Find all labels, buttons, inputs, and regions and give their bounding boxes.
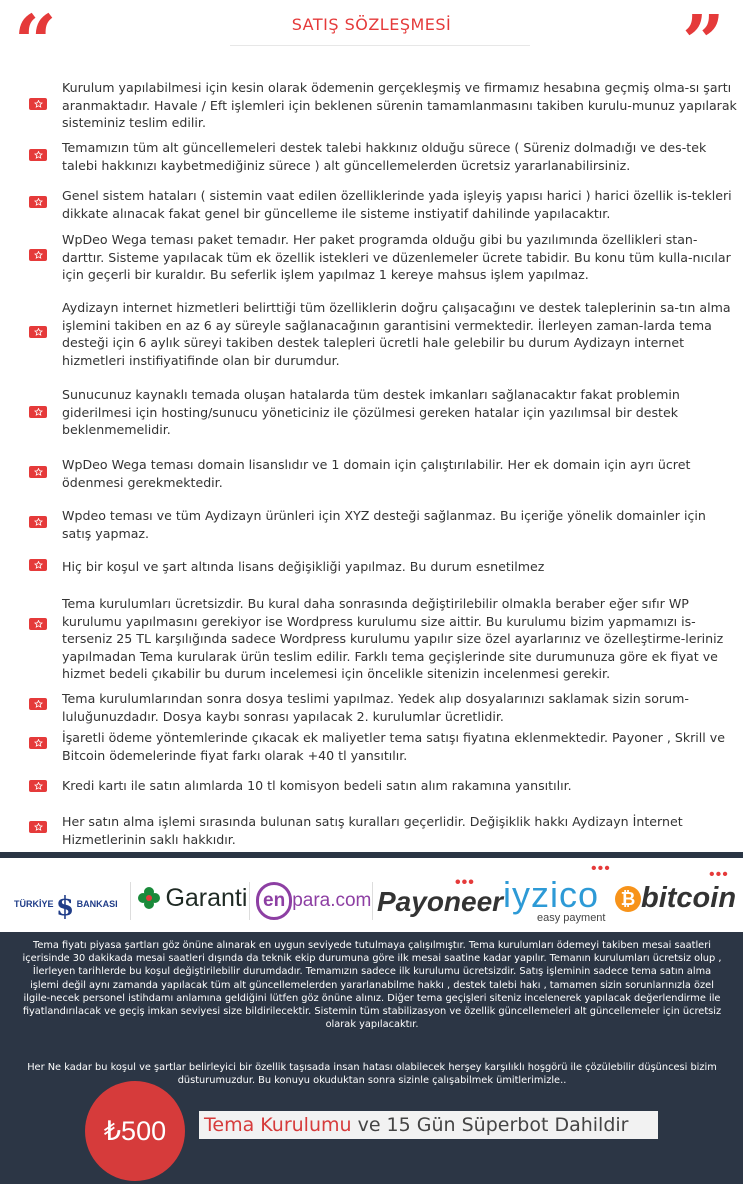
quote-open-icon: “ (14, 0, 57, 86)
price-badge: ₺500 (85, 1081, 185, 1181)
list-item: Hiç bir koşul ve şart altında lisans değişikliği yapılmaz. Bu durum esnetilmez (62, 559, 545, 574)
enpara-en: en (256, 882, 292, 920)
garanti-logo (137, 884, 247, 913)
bitcoin-text: bitcoin (641, 882, 737, 914)
offer-text: ve 15 Gün Süperbot Dahildir (351, 1114, 629, 1136)
enpara-rest: para.com (292, 890, 372, 911)
offer-highlight: Tema Kurulumu (204, 1114, 352, 1136)
quote-close-icon: ” (682, 0, 725, 86)
star-icon (29, 406, 47, 418)
bitcoin-logo (615, 866, 737, 915)
page-title: SATIŞ SÖZLEŞMESİ (291, 15, 452, 34)
info-paragraph: Her Ne kadar bu koşul ve şartlar belirleyici bir özellik taşısada insan hatası olabilecek herşey karşılıklı hoşgörü ile çözülebilir düşüncesi bizim düsturumuzdur. Bu konuyu okuduktan sonra sizinle çalışabilmek ümitlerimizle.. (27, 1062, 717, 1087)
star-icon (29, 326, 47, 338)
list-item: Kurulum yapılabilmesi için kesin olarak ödemenin gerçekleşmiş ve firmamız hesabına geçmiş olma-sı şartı aranmaktadır. Havale / Eft işlemleri için beklenen sürenin tamamlanmasını takiben kurulu-munuz yapılarak sisteminiz teslim edilir. (62, 80, 737, 130)
star-icon (29, 780, 47, 792)
star-icon (29, 466, 47, 478)
logo-divider (372, 882, 373, 920)
iyzico-logo (503, 860, 611, 924)
isbank-logo (14, 892, 118, 922)
payoneer-logo (377, 874, 504, 918)
clover-icon (137, 886, 161, 912)
list-item: Genel sistem hataları ( sistemin vaat edilen özelliklerinde yada işleyiş yapısı harici ) harici özellik is-tekleri dikkate alınacak fakat genel bir güncelleme ile sisteme instiyatif dahilinde yapılacaktır. (62, 188, 732, 221)
star-icon (29, 618, 47, 630)
bitcoin-icon: ₿ (615, 886, 641, 912)
list-item: Wpdeo teması ve tüm Aydizayn ürünleri için XYZ desteği sağlanmaz. Bu içeriğe yönelik domainler için satış yapmaz. (62, 508, 706, 541)
star-icon (29, 149, 47, 161)
garanti-text: Garanti (165, 884, 248, 912)
star-icon (29, 737, 47, 749)
red-dots-icon: ••• (455, 874, 475, 891)
isbank-pre-text: TÜRKİYE (14, 899, 54, 909)
list-item: WpDeo Wega teması domain lisanslıdır ve 1 domain için çalıştırılabilir. Her ek domain için ayrı ücret ödenmesi gerekmektedir. (62, 457, 691, 490)
list-item: Her satın alma işlemi sırasında bulunan satış kuralları geçerlidir. Değişiklik hakkı Aydizayn İnternet Hizmetlerinin saklı hakkıdır. (62, 814, 683, 847)
star-icon (29, 249, 47, 261)
logo-divider (249, 882, 250, 920)
iyzico-subtitle: easy payment (537, 912, 606, 924)
list-item: Kredi kartı ile satın alımlarda 10 tl komisyon bedeli satın alım rakamına yansıtılır. (62, 778, 572, 793)
info-paragraph: Tema fiyatı piyasa şartları göz önüne alınarak en uygun seviyede tutulmaya çalışılmıştır. Tema kurulumları ödemeyi takiben mesai saatleri içerisinde 30 dakikada mesai saatleri dışında da teknik ekip durumuna göre ilk mesai saatine kadar yapılır. Temanın kurulumları ücretsiz olup , İlerleyen tarihlerde bu koşul değiştirilebilir durumdadır. Temamızın sadece ilk kurulumu ücretsizdir. Satış işleminin sadece tema satın alma işlemi değil aynı zamanda yapılacak tüm alt güncellemelerden yararlanabilme hakkı , destek talebi hakı , tamamen sizin sorunlarınızla özel ilgile-necek personel istihdamı anlamına geldiğini lütfen göz önüne alınız. Diğer tema geçişleri siteniz incelenerek yapılacak değerlendirme ile fiyatlandırılacak ve geçiş imkan seviyesi size bildirilecektir. Sistemin tüm stabilizasyon ve özellik güncellemeleri alt güncellemeler için ücretsiz olarak yapılacaktır. (22, 940, 722, 1031)
list-item: WpDeo Wega teması paket temadır. Her paket programda olduğu gibi bu yazılımında özellikleri stan-darttır. Sisteme yapılacak tüm ek özellik istekleri ve düzenlemeler ücrete tabidir. Bu konu tüm kulla-nıcılar için geçerli bir kuraldır. Bu seferlik işlem yapılmaz 1 kereye mahsus işlem yapılmaz. (62, 232, 731, 282)
star-icon (29, 98, 47, 110)
payoneer-text: Payoneer (377, 886, 504, 917)
iyzico-text: iyzico (503, 874, 600, 915)
list-item: Temamızın tüm alt güncellemeleri destek talebi hakkınız olduğu sürece ( Süreniz dolmadığı ve des-tek talebi hakkınızı kaybetmediğiniz sürece ) alt güncellemelerden ücretsiz yararlanabilirsiniz. (62, 140, 707, 173)
red-dots-icon: ••• (591, 860, 611, 877)
list-item: Aydizayn internet hizmetleri belirttiği tüm özelliklerin doğru çalışacağını ve destek taleplerinin sa-tın alma işlemini takiben en az 6 ay süreyle sağlanacağının garantisini vermektedir. İlerleyen zaman-larda tema desteği için 6 aylık süreyi takiben destek talepleri ücretli hale gelebilir bu durum Aydizayn internet hizmetleri instifiyatifinde olan bir durumdur. (62, 300, 731, 368)
star-icon (29, 698, 47, 710)
isbank-post-text: BANKASI (76, 899, 118, 909)
star-icon (29, 559, 47, 571)
isbank-symbol-icon: $ (56, 892, 75, 922)
red-dots-icon: ••• (709, 866, 729, 883)
star-icon (29, 821, 47, 833)
list-item: Sunucunuz kaynaklı temada oluşan hatalarda tüm destek imkanları sağlanacaktır fakat problemin giderilmesi için hosting/sunucu yöneticiniz ile çözülmesi gereken hatalar için yazılımsal bir destek beklenmemelidir. (62, 387, 680, 437)
logo-divider (130, 882, 131, 920)
list-item: Tema kurulumları ücretsizdir. Bu kural daha sonrasında değiştirilebilir olmakla beraber eğer sıfır WP kurulumu yapılmasını gerekiyor ise Wordpress kurulumu size aittir. Bu kurulumu bizim yapmamızı is-terseniz 25 TL karşılığında sadece Wordpress kurulumu yapılır size özel ayarlarınız ve özelleştirme-leriniz yapılmadan Tema kurularak ürün teslim edilir. Farklı tema geçişlerinde site durumunuza göre ek fiyat ve hizmet bedeli çıkabilir bu durum incelemesi için öncelikle sitenizin incelenmesi gerekir. (62, 596, 724, 681)
offer-bar (199, 1111, 658, 1139)
enpara-logo (256, 882, 371, 920)
payment-logos (0, 852, 743, 933)
star-icon (29, 516, 47, 528)
list-item: İşaretli ödeme yöntemlerinde çıkacak ek maliyetler tema satışı fiyatına eklenmektedir. Payoner , Skrill ve Bitcoin ödemelerinde fiyat farkı olarak +40 tl yansıtılır. (62, 730, 726, 763)
list-item: Tema kurulumlarından sonra dosya teslimi yapılmaz. Yedek alıp dosyalarınızı saklamak sizin sorum-luluğunuzdadır. Dosya kaybı sonrası yapılacak 2. kurulumlar ücretlidir. (62, 691, 689, 724)
star-icon (29, 196, 47, 208)
title-divider (230, 45, 530, 46)
